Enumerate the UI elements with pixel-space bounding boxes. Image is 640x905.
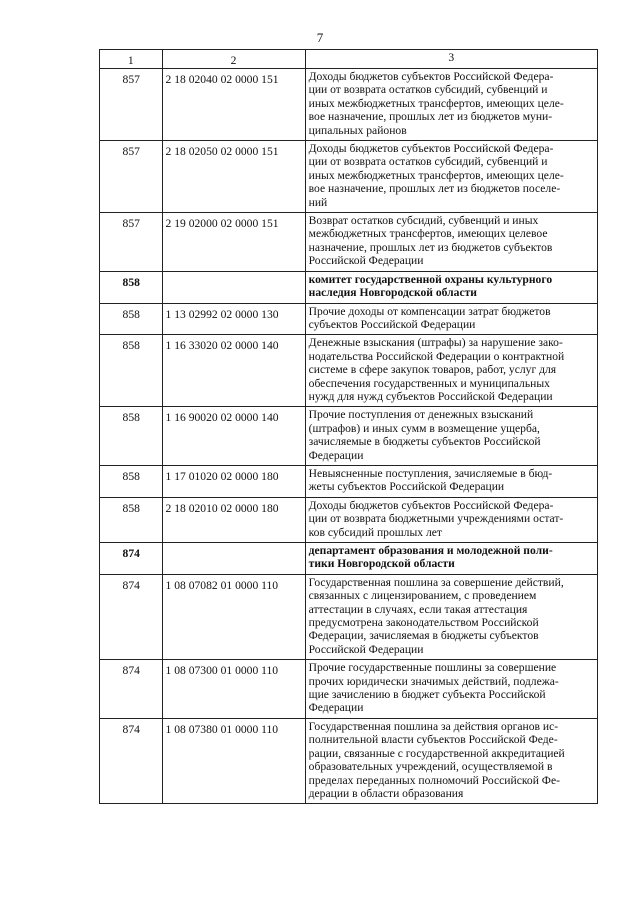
description-line: прочих юридически значимых действий, подлежа- — [308, 674, 559, 688]
description-line: Прочие поступления от денежных взысканий — [308, 408, 534, 422]
budget-code-cell: 1 08 07300 01 0000 110 — [162, 660, 305, 719]
admin-code-cell: 857 — [100, 141, 163, 213]
budget-classification-table — [99, 49, 598, 804]
description-line: ков субсидий прошлых лет — [308, 525, 442, 539]
admin-code-cell: 858 — [100, 497, 163, 542]
description-line: системе в сфере закупок товаров, работ, услуг для — [308, 363, 557, 377]
description-line: межбюджетных трансфертов, имеющих целевое — [308, 227, 548, 241]
table-row — [100, 660, 598, 719]
description-line: нужд для нужд субъектов Российской Федерации — [308, 389, 553, 403]
description-line: ции от возврата бюджетными учреждениями остат- — [308, 512, 564, 526]
description-line: Федерации, зачисляемая в бюджеты субъектов — [308, 629, 539, 643]
description-cell — [305, 718, 597, 803]
table-row — [100, 497, 598, 542]
description-cell — [305, 141, 597, 213]
admin-code-cell: 874 — [100, 660, 163, 719]
page-number: 7 — [316, 30, 324, 45]
description-line: вое назначение, прошлых лет из бюджетов муни- — [308, 110, 553, 124]
description-line: зачисляемые в бюджеты субъектов Российской — [308, 435, 541, 449]
description-cell — [305, 660, 597, 719]
description-line: полнительной власти субъектов Российской Феде- — [308, 733, 558, 747]
table-header-row — [100, 50, 598, 69]
budget-code-cell: 2 18 02050 02 0000 151 — [162, 141, 305, 213]
description-line: Доходы бюджетов субъектов Российской Федера- — [308, 498, 554, 512]
budget-code-cell — [162, 271, 305, 303]
admin-code-cell: 874 — [100, 718, 163, 803]
table-row — [100, 465, 598, 497]
table-row — [100, 69, 598, 141]
description-line: пределах переданных полномочий Российской Фе- — [308, 773, 560, 787]
description-cell — [305, 574, 597, 659]
description-line: дерации в области образования — [308, 786, 464, 800]
admin-code-cell: 857 — [100, 213, 163, 272]
description-line: Денежные взыскания (штрафы) за нарушение зако- — [308, 336, 563, 350]
description-line: тики Новгородской области — [308, 557, 455, 571]
table-row — [100, 213, 598, 272]
budget-code-cell: 2 18 02040 02 0000 151 — [162, 69, 305, 141]
admin-code-cell: 874 — [100, 543, 163, 575]
description-line: Доходы бюджетов субъектов Российской Федера- — [308, 142, 554, 156]
description-line: обеспечения государственных и муниципальных — [308, 376, 550, 390]
description-line: (штрафов) и иных сумм в возмещение ущерба, — [308, 421, 540, 435]
table-section-row — [100, 543, 598, 575]
header-col-2: 2 — [162, 50, 305, 69]
description-line: иных межбюджетных трансфертов, имеющих целе- — [308, 168, 564, 182]
description-line: Федерации — [308, 701, 364, 715]
table-row — [100, 335, 598, 407]
description-line: Российской Федерации — [308, 642, 424, 656]
header-col-3: 3 — [305, 50, 597, 69]
table-row — [100, 574, 598, 659]
description-line: Доходы бюджетов субъектов Российской Федера- — [308, 70, 554, 83]
budget-code-cell — [162, 543, 305, 575]
description-line: Государственная пошлина за совершение действий, — [308, 575, 564, 589]
description-line: связанных с лицензированием, с проведением — [308, 589, 537, 603]
admin-code-cell: 858 — [100, 303, 163, 335]
description-cell — [305, 303, 597, 335]
description-cell — [305, 543, 597, 575]
budget-code-cell: 1 16 90020 02 0000 140 — [162, 407, 305, 466]
description-line: Прочие доходы от компенсации затрат бюджетов — [308, 304, 551, 318]
description-line: щие зачислению в бюджет субъекта Российской — [308, 688, 546, 702]
description-line: Федерации — [308, 448, 364, 462]
description-cell — [305, 497, 597, 542]
budget-code-cell: 2 19 02000 02 0000 151 — [162, 213, 305, 272]
description-line: наследия Новгородской области — [308, 286, 477, 300]
description-line: комитет государственной охраны культурного — [308, 272, 553, 286]
description-cell — [305, 465, 597, 497]
description-line: Прочие государственные пошлины за совершение — [308, 661, 557, 675]
description-line: предусмотрена законодательством Российской — [308, 616, 539, 630]
description-line: Невыясненные поступления, зачисляемые в бюд- — [308, 466, 553, 480]
table-row — [100, 141, 598, 213]
admin-code-cell: 858 — [100, 465, 163, 497]
description-line: субъектов Российской Федерации — [308, 317, 476, 331]
table-row — [100, 407, 598, 466]
description-line: ний — [308, 195, 328, 209]
admin-code-cell: 858 — [100, 407, 163, 466]
description-line: иных межбюджетных трансфертов, имеющих целе- — [308, 96, 564, 110]
header-col-1: 1 — [100, 50, 163, 69]
description-line: департамент образования и молодежной поли- — [308, 544, 553, 557]
admin-code-cell: 858 — [100, 335, 163, 407]
description-line: Российской Федерации — [308, 254, 424, 268]
description-line: Государственная пошлина за действия органов ис- — [308, 719, 559, 733]
description-cell — [305, 69, 597, 141]
admin-code-cell: 857 — [100, 69, 163, 141]
table-row — [100, 718, 598, 803]
description-line: жеты субъектов Российской Федерации — [308, 480, 505, 494]
description-line: вое назначение, прошлых лет из бюджетов поселе- — [308, 182, 561, 196]
description-line: рации, связанные с государственной аккредитацией — [308, 746, 565, 760]
description-cell — [305, 407, 597, 466]
description-line: ципальных районов — [308, 123, 407, 137]
description-cell — [305, 271, 597, 303]
table-section-row — [100, 271, 598, 303]
budget-code-cell: 1 08 07082 01 0000 110 — [162, 574, 305, 659]
description-line: образовательных учреждений, осуществляемой в — [308, 760, 553, 774]
budget-code-cell: 1 17 01020 02 0000 180 — [162, 465, 305, 497]
description-line: нодательства Российской Федерации о контрактной — [308, 349, 565, 363]
description-line: аттестации в случаях, если такая аттестация — [308, 602, 528, 616]
budget-code-cell: 1 13 02992 02 0000 130 — [162, 303, 305, 335]
budget-code-cell: 1 08 07380 01 0000 110 — [162, 718, 305, 803]
description-cell — [305, 335, 597, 407]
admin-code-cell: 874 — [100, 574, 163, 659]
budget-code-cell: 1 16 33020 02 0000 140 — [162, 335, 305, 407]
description-line: назначение, прошлых лет из бюджетов субъектов — [308, 240, 553, 254]
budget-code-cell: 2 18 02010 02 0000 180 — [162, 497, 305, 542]
table-row — [100, 303, 598, 335]
description-cell — [305, 213, 597, 272]
description-line: ции от возврата остатков субсидий, субвенций и — [308, 83, 548, 97]
admin-code-cell: 858 — [100, 271, 163, 303]
description-line: ции от возврата остатков субсидий, субвенций и — [308, 155, 548, 169]
description-line: Возврат остатков субсидий, субвенций и иных — [308, 214, 539, 228]
